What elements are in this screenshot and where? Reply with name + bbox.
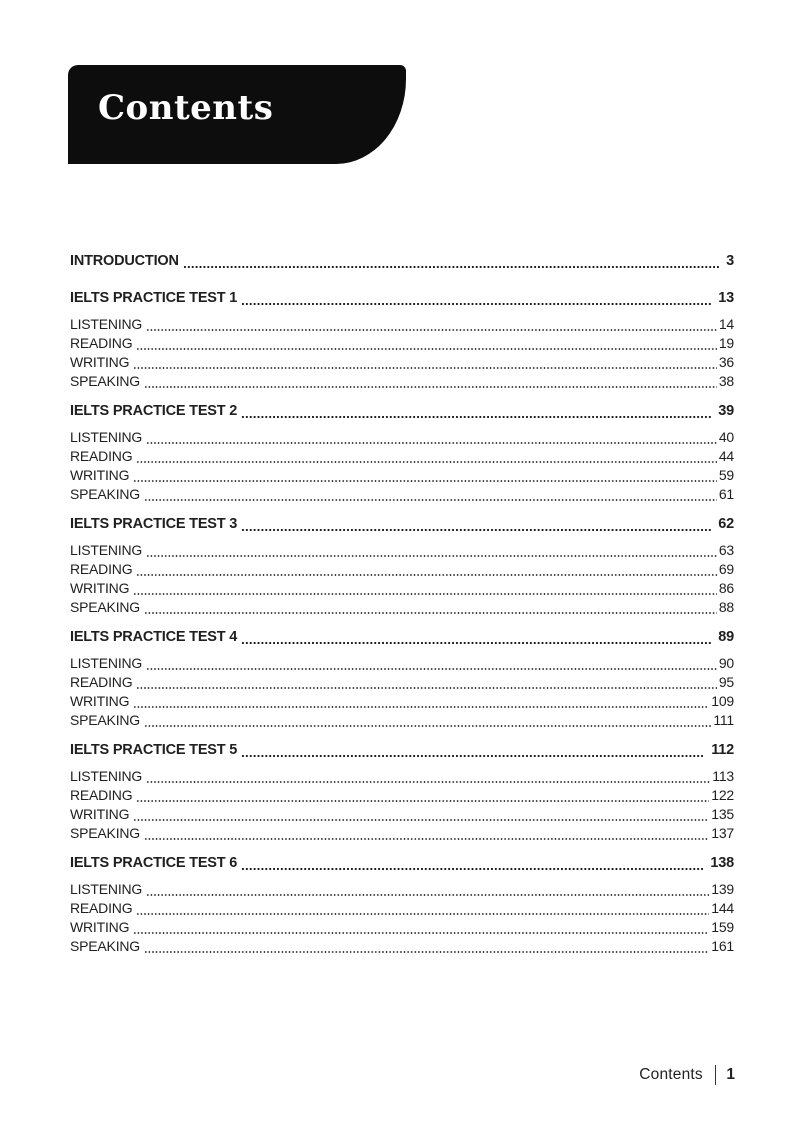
toc-entry-label: IELTS PRACTICE TEST 3 xyxy=(70,516,238,532)
toc-entry-page-number: 138 xyxy=(710,855,734,871)
dotted-leader xyxy=(241,416,711,418)
dotted-leader xyxy=(133,706,709,708)
toc-entry-label: IELTS PRACTICE TEST 6 xyxy=(70,855,238,871)
toc-entry-page-number: 63 xyxy=(718,542,734,558)
toc-entry xyxy=(70,654,734,673)
toc-entry-label: IELTS PRACTICE TEST 5 xyxy=(70,742,238,758)
toc-entry-label: IELTS PRACTICE TEST 2 xyxy=(70,403,238,419)
toc-entry-label: READING xyxy=(70,674,133,690)
toc-entry-page-number: 62 xyxy=(718,516,734,532)
toc-entry-label: READING xyxy=(70,787,133,803)
toc-entry xyxy=(70,579,734,598)
dotted-leader xyxy=(144,725,711,727)
dotted-leader xyxy=(146,894,709,896)
dotted-leader xyxy=(133,932,709,934)
toc-entry-label: IELTS PRACTICE TEST 1 xyxy=(70,290,238,306)
toc-entry-page-number: 59 xyxy=(718,467,734,483)
table-of-contents xyxy=(70,241,734,956)
toc-entry xyxy=(70,560,734,579)
dotted-leader xyxy=(136,574,716,576)
toc-entry-label: SPEAKING xyxy=(70,373,140,389)
toc-entry-label: WRITING xyxy=(70,693,130,709)
footer-divider xyxy=(715,1065,717,1085)
toc-entry-label: LISTENING xyxy=(70,542,143,558)
toc-entry-label: READING xyxy=(70,561,133,577)
toc-entry xyxy=(70,918,734,937)
dotted-leader xyxy=(133,480,717,482)
toc-entry-label: INTRODUCTION xyxy=(70,253,179,269)
toc-entry-label: WRITING xyxy=(70,580,130,596)
dotted-leader xyxy=(133,819,709,821)
toc-entry-page-number: 61 xyxy=(718,486,734,502)
toc-entry-page-number: 14 xyxy=(718,316,734,332)
toc-entry-page-number: 122 xyxy=(711,787,734,803)
toc-entry-label: SPEAKING xyxy=(70,938,140,954)
toc-entry-label: SPEAKING xyxy=(70,486,140,502)
dotted-leader xyxy=(144,386,717,388)
toc-entry xyxy=(70,402,734,421)
toc-entry xyxy=(70,824,734,843)
dotted-leader xyxy=(136,687,716,689)
dotted-leader xyxy=(183,266,719,268)
dotted-leader xyxy=(133,593,717,595)
dotted-leader xyxy=(144,951,709,953)
toc-entry xyxy=(70,485,734,504)
dotted-leader xyxy=(241,303,711,305)
toc-entry-page-number: 111 xyxy=(713,712,734,728)
toc-entry xyxy=(70,937,734,956)
toc-entry xyxy=(70,692,734,711)
toc-entry-label: SPEAKING xyxy=(70,712,140,728)
toc-entry-label: WRITING xyxy=(70,806,130,822)
toc-entry-label: WRITING xyxy=(70,354,130,370)
toc-entry-page-number: 3 xyxy=(726,253,734,269)
toc-entry-page-number: 113 xyxy=(712,768,734,784)
toc-entry-page-number: 39 xyxy=(718,403,734,419)
toc-entry xyxy=(70,447,734,466)
toc-entry-label: SPEAKING xyxy=(70,599,140,615)
contents-header-banner xyxy=(68,65,406,164)
toc-entry xyxy=(70,252,734,271)
toc-entry-page-number: 69 xyxy=(718,561,734,577)
dotted-leader xyxy=(136,800,709,802)
toc-entry xyxy=(70,854,734,873)
toc-entry-page-number: 90 xyxy=(718,655,734,671)
toc-entry-label: LISTENING xyxy=(70,316,143,332)
toc-entry xyxy=(70,767,734,786)
toc-entry-page-number: 139 xyxy=(711,881,734,897)
toc-entry-label: WRITING xyxy=(70,919,130,935)
toc-entry xyxy=(70,741,734,760)
toc-entry xyxy=(70,315,734,334)
dotted-leader xyxy=(241,642,711,644)
dotted-leader xyxy=(144,499,717,501)
toc-entry xyxy=(70,515,734,534)
toc-entry-label: LISTENING xyxy=(70,655,143,671)
dotted-leader xyxy=(146,555,717,557)
toc-entry-label: IELTS PRACTICE TEST 4 xyxy=(70,629,238,645)
page-footer xyxy=(639,1065,735,1085)
toc-entry-page-number: 109 xyxy=(711,693,734,709)
toc-entry xyxy=(70,541,734,560)
toc-entry xyxy=(70,711,734,730)
toc-entry-page-number: 137 xyxy=(711,825,734,841)
toc-entry-page-number: 144 xyxy=(711,900,734,916)
footer-page-number: 1 xyxy=(726,1066,735,1083)
toc-entry xyxy=(70,598,734,617)
footer-section-label: Contents xyxy=(639,1066,703,1083)
dotted-leader xyxy=(133,367,717,369)
dotted-leader xyxy=(146,781,710,783)
toc-entry-page-number: 135 xyxy=(711,806,734,822)
toc-entry-page-number: 88 xyxy=(718,599,734,615)
toc-entry xyxy=(70,786,734,805)
dotted-leader xyxy=(136,913,709,915)
toc-entry-label: LISTENING xyxy=(70,429,143,445)
toc-entry-page-number: 95 xyxy=(718,674,734,690)
dotted-leader xyxy=(136,348,716,350)
dotted-leader xyxy=(146,329,717,331)
dotted-leader xyxy=(241,755,704,757)
toc-entry xyxy=(70,372,734,391)
toc-entry xyxy=(70,628,734,647)
toc-entry xyxy=(70,673,734,692)
dotted-leader xyxy=(136,461,716,463)
dotted-leader xyxy=(146,442,717,444)
toc-entry-page-number: 38 xyxy=(718,373,734,389)
toc-entry-page-number: 40 xyxy=(718,429,734,445)
toc-entry-page-number: 112 xyxy=(711,742,734,758)
toc-entry-page-number: 89 xyxy=(718,629,734,645)
dotted-leader xyxy=(146,668,717,670)
toc-entry-label: WRITING xyxy=(70,467,130,483)
toc-entry xyxy=(70,428,734,447)
toc-entry-label: READING xyxy=(70,335,133,351)
toc-entry-page-number: 19 xyxy=(718,335,734,351)
toc-entry xyxy=(70,289,734,308)
toc-entry xyxy=(70,880,734,899)
dotted-leader xyxy=(144,612,717,614)
toc-entry-page-number: 161 xyxy=(711,938,734,954)
toc-entry-label: SPEAKING xyxy=(70,825,140,841)
toc-entry-label: READING xyxy=(70,900,133,916)
toc-entry-page-number: 44 xyxy=(718,448,734,464)
toc-entry-label: LISTENING xyxy=(70,768,143,784)
dotted-leader xyxy=(241,868,703,870)
toc-entry-page-number: 86 xyxy=(718,580,734,596)
toc-entry xyxy=(70,353,734,372)
toc-entry-label: READING xyxy=(70,448,133,464)
toc-entry xyxy=(70,899,734,918)
toc-entry xyxy=(70,805,734,824)
toc-entry-page-number: 13 xyxy=(718,290,734,306)
toc-entry-label: LISTENING xyxy=(70,881,143,897)
toc-entry xyxy=(70,334,734,353)
toc-entry xyxy=(70,466,734,485)
page-title: Contents xyxy=(98,87,274,128)
toc-entry-page-number: 159 xyxy=(711,919,734,935)
toc-entry-page-number: 36 xyxy=(718,354,734,370)
dotted-leader xyxy=(144,838,709,840)
dotted-leader xyxy=(241,529,711,531)
